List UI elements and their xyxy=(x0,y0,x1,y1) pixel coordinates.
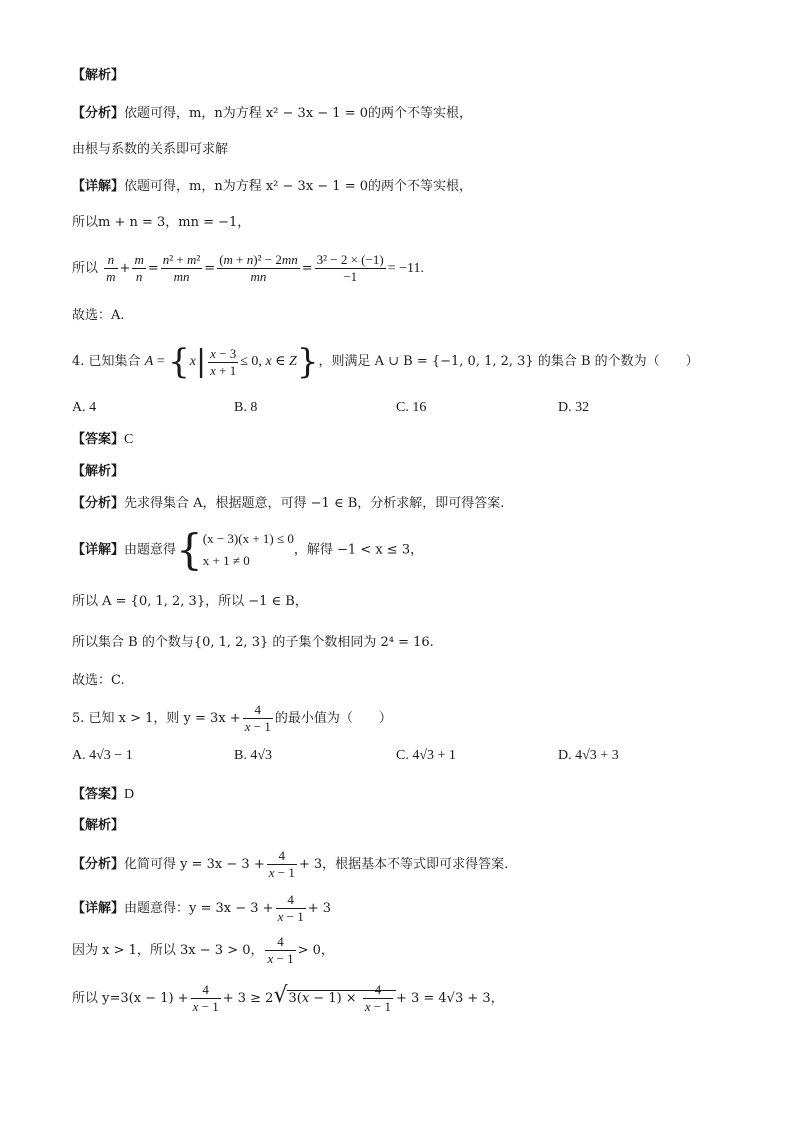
daan-tag: 【答案】 xyxy=(72,432,125,447)
q5-xiangjie xyxy=(72,892,331,925)
fenxi-tag: 【分析】 xyxy=(72,106,125,121)
q4-option-b: B. 8 xyxy=(234,400,258,415)
sqrt-expression: 3(x − 1) × $\frac{4}{x - 1}$ xyxy=(287,990,395,1006)
p3-conclusion: 故选：A. xyxy=(72,308,125,323)
fenxi-tag: 【分析】 xyxy=(72,857,125,872)
p3-fenxi-text: 依题可得，m，n为方程 x² − 3x − 1 = 0的两个不等实根， xyxy=(124,106,473,121)
sys-line-2: x + 1 ≠ 0 xyxy=(202,553,250,568)
p3-calc-prefix: 所以 xyxy=(72,261,99,276)
jiexi-tag: 【解析】 xyxy=(72,68,125,83)
p3-xiangjie-text: 依题可得，m，n为方程 x² − 3x − 1 = 0的两个不等实根， xyxy=(124,179,473,194)
q5-option-a: A. 4√3 − 1 xyxy=(72,748,133,763)
q4-line-a: 所以 A = {0, 1, 2, 3}，所以 −1 ∈ B， xyxy=(72,594,308,609)
q4-answer xyxy=(72,430,133,450)
q4-option-d: D. 32 xyxy=(558,400,590,415)
fraction: $\frac{\text{n² + m²}}{mn}$ xyxy=(162,252,201,284)
q5-because-tail: > 0， xyxy=(297,943,334,958)
set-a-definition: A = {x| $\frac{x - 3}{x + 1}$ ≤ 0, x ∈ Z} xyxy=(144,342,319,382)
fraction: $\frac{4}{x - 1}$ xyxy=(244,702,271,734)
q4-fenxi xyxy=(72,494,504,514)
q4-option-a: A. 4 xyxy=(72,400,97,415)
q5-stem-suffix: 的最小值为（ ） xyxy=(274,711,392,726)
jiexi-tag: 【解析】 xyxy=(72,818,125,833)
q5-stem-prefix: 5. 已知 x > 1，则 y = 3x + xyxy=(72,711,241,726)
q5-option-b: B. 4√3 xyxy=(234,748,273,763)
q4-xiangjie: 【详解】由题意得{ (x − 3)(x + 1) ≤ 0 x + 1 ≠ 0 ，解得 −1 < x ≤ 3， xyxy=(72,525,424,574)
q4-xiangjie-prefix: 由题意得 xyxy=(124,542,177,558)
q5-line-because xyxy=(72,934,334,967)
q5-option-d: D. 4√3 + 3 xyxy=(558,748,619,763)
q4-stem-suffix: ，则满足 A ∪ B = {−1, 0, 1, 2, 3} 的集合 B 的个数为（ ） xyxy=(318,354,699,370)
fenxi-tag: 【分析】 xyxy=(72,496,125,511)
q4-conclusion: 故选：C. xyxy=(72,673,125,688)
q5-because-text: 因为 x > 1，所以 3x − 3 > 0， xyxy=(72,943,264,958)
q5-final-mid: + 3 ≥ 2 xyxy=(222,991,274,1006)
fraction: $\frac{4}{x - 1}$ xyxy=(267,934,294,966)
p3-line-calc: 所以 $\frac{n}{m}$ + $\frac{m}{n}$ = $\frac{\text{n² + m²}}{mn}$ = $\frac{\text{(m + n)² − 2mn}}{mn}$ = $\frac{\text{3² − 2 × (−1)}}{-1}$ = −11. xyxy=(72,252,424,284)
q4-fenxi-text: 先求得集合 A，根据题意，可得 −1 ∈ B，分析求解，即可得答案. xyxy=(124,496,505,511)
q4-line-b: 所以集合 B 的个数与{0, 1, 2, 3} 的子集个数相同为 2⁴ = 16. xyxy=(72,635,434,650)
xiangjie-tag: 【详解】 xyxy=(72,542,125,558)
q5-answer-value: D xyxy=(124,787,135,802)
fraction: $\frac{\text{3² − 2 × (−1)}}{-1}$ xyxy=(316,252,384,284)
q4-xiangjie-suffix: ，解得 −1 < x ≤ 3， xyxy=(293,542,424,558)
fraction: $\frac{4}{x - 1}$ xyxy=(192,982,219,1014)
fraction: $\frac{m}{n}$ xyxy=(134,252,144,284)
q5-fenxi-prefix: 化简可得 y = 3x − 3 + xyxy=(124,857,265,872)
xiangjie-tag: 【详解】 xyxy=(72,901,125,916)
fraction: $\frac{4}{x - 1}$ xyxy=(268,848,295,880)
q4-answer-value: C xyxy=(124,432,134,447)
q5-final-prefix: 所以 y=3(x − 1) + xyxy=(72,991,189,1006)
fraction: $\frac{n}{m}$ xyxy=(106,252,116,284)
q5-fenxi-suffix: + 3，根据基本不等式即可求得答案. xyxy=(298,857,509,872)
p3-calc-tail: = −11. xyxy=(387,261,424,276)
p3-fenxi xyxy=(72,104,472,124)
xiangjie-tag: 【详解】 xyxy=(72,179,125,194)
q5-line-final: 所以 y=3(x − 1) + $\frac{4}{x - 1}$ + 3 ≥ 2√3(x − 1) × $\frac{4}{x - 1}$ + 3 = 4√3 + 3， xyxy=(72,982,504,1014)
fraction: $\frac{4}{x - 1}$ xyxy=(277,892,304,924)
p3-xiangjie xyxy=(72,177,472,197)
q5-option-c: C. 4√3 + 1 xyxy=(396,748,456,763)
q5-answer xyxy=(72,785,134,805)
q4-stem-prefix: 4. 已知集合 xyxy=(72,354,141,370)
q5-xiangjie-suffix: + 3 xyxy=(307,901,331,916)
q5-stem xyxy=(72,702,392,735)
p3-fenxi-line2: 由根与系数的关系即可求解 xyxy=(72,142,229,157)
inequality-system xyxy=(203,528,294,572)
daan-tag: 【答案】 xyxy=(72,787,125,802)
sys-line-1: (x − 3)(x + 1) ≤ 0 xyxy=(202,531,294,546)
q4-option-c: C. 16 xyxy=(396,400,427,415)
q4-stem xyxy=(72,342,699,382)
jiexi-tag: 【解析】 xyxy=(72,464,125,479)
q5-final-tail: + 3 = 4√3 + 3， xyxy=(395,991,504,1006)
q5-xiangjie-prefix: 由题意得：y = 3x − 3 + xyxy=(124,901,274,916)
q5-fenxi xyxy=(72,848,508,881)
p3-line-sum: 所以m + n = 3，mn = −1， xyxy=(72,215,251,230)
fraction: $\frac{\text{(m + n)² − 2mn}}{mn}$ xyxy=(219,252,298,284)
